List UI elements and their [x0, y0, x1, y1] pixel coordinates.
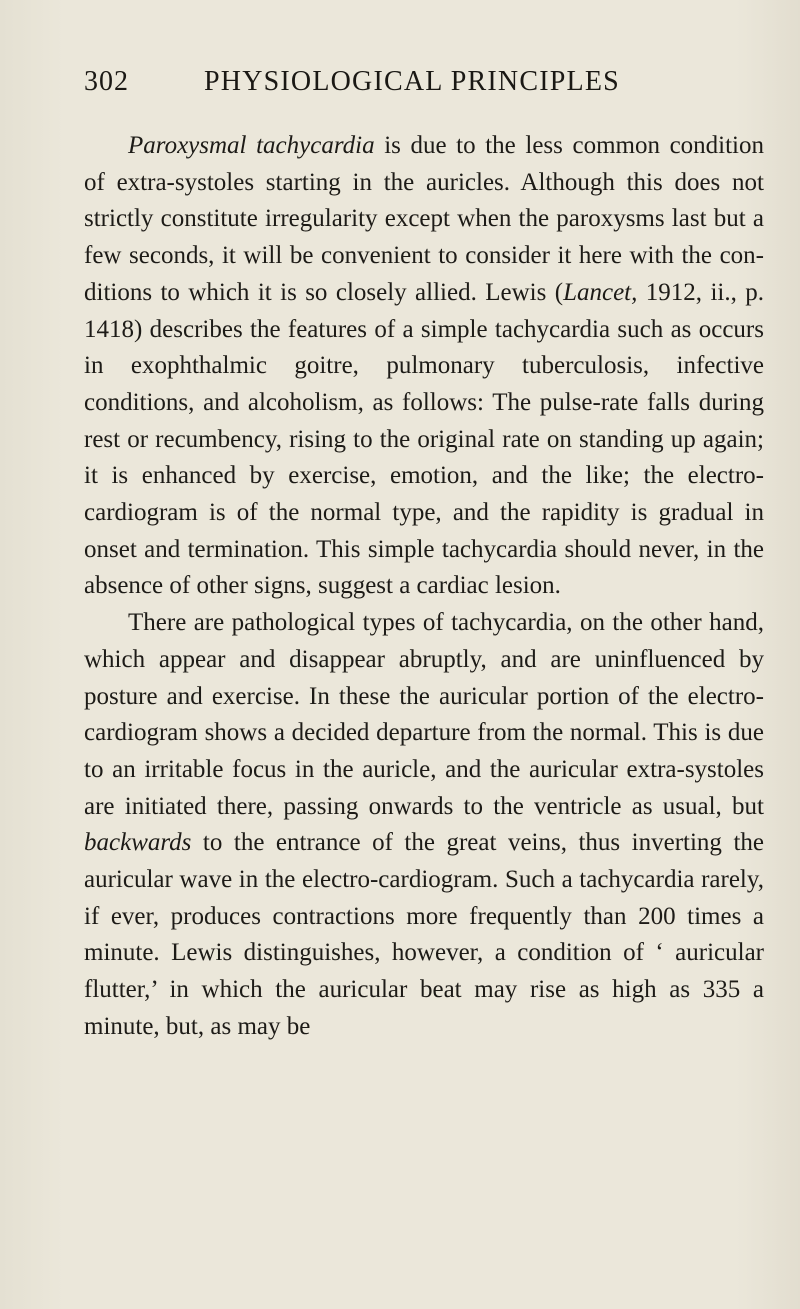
paragraph-text: is due to the less common condition of extra-systoles starting in the auricles. Although this does not strictly constitute irregularity except when the paroxysms last but a few seconds, it will be convenient to consider it here with the conditions to which it is so closely allied. Lewis ( [84, 132, 764, 306]
page-number: 302 [84, 66, 129, 97]
body-text [84, 128, 764, 1046]
paragraph-text: 1912, ii., p. 1418) describes the features of a simple tachycardia such as occurs in exophthalmic goitre, pulmonary tuberculosis, infective conditions, and alcoholism, as follows: The pulse-rate falls during rest or recumbency, rising to the original rate on standing up again; it is enhanced by exercise, emotion, and the like; the electro-cardiogram is of the normal type, and the rapidity is gradual in onset and termination. This simple tachycardia should never, in the absence of other signs, suggest a cardiac lesion. [84, 278, 764, 600]
paragraph-paroxysmal-tachycardia [84, 128, 764, 605]
paragraph-text: There are pathological types of tachycardia, on the other hand, which appear and disappear abruptly, and are uninfluenced by posture and exercise. In these the auricular portion of the electro-cardiogram shows a decided departure from the normal. This is due to an irritable focus in the auricle, and the auricular extra-systoles are initiated there, passing onwards to the ventricle as usual, but [84, 609, 764, 820]
paragraph-text: to the entrance of the great veins, thus inverting the auricular wave in the electro-cardiogram. Such a tachycardia rarely, if ever, produces contractions more frequently than 200 times a minute. Lewis distinguishes, however, a condition of ‘ auricular flutter,’ in which the auricular beat may rise as high as 335 a minute, but, as may be [84, 829, 764, 1040]
paragraph-term: Paroxysmal tachycardia [128, 132, 375, 159]
citation-journal: Lancet, [563, 278, 638, 306]
page-header [84, 66, 764, 102]
emphasis-backwards: backwards [84, 829, 192, 857]
running-head: PHYSIOLOGICAL PRINCIPLES [204, 66, 620, 97]
paragraph-pathological-types [84, 605, 764, 1045]
